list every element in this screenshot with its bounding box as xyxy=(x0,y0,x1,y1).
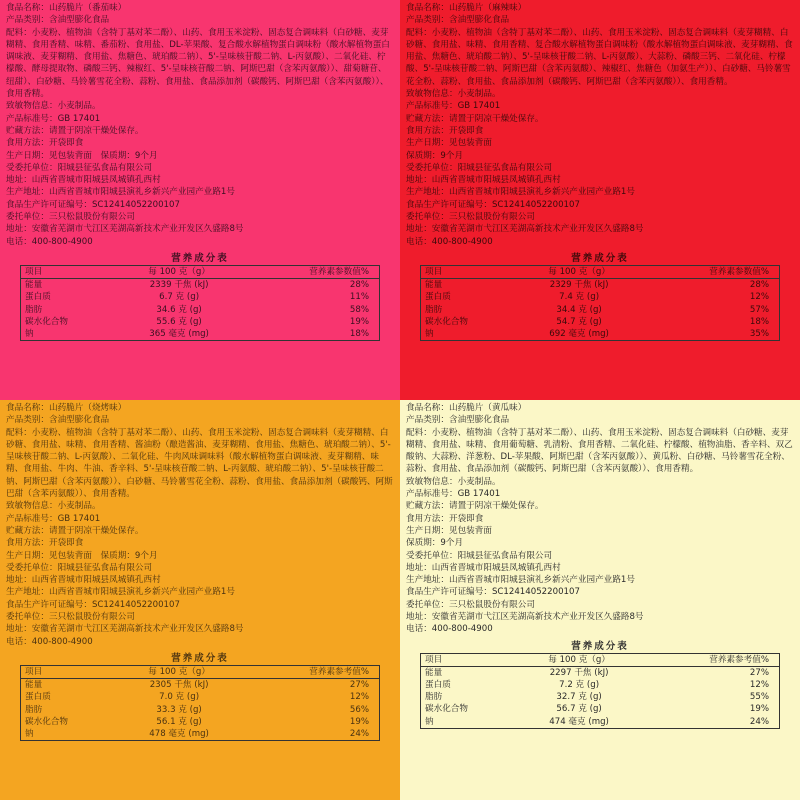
field-value: 山药脆片（麻辣味） xyxy=(448,3,527,13)
nutrition-cell: 54.7 克 (g) xyxy=(556,316,602,327)
label-row xyxy=(406,550,794,562)
nutrition-row xyxy=(421,679,780,691)
panel-tomato xyxy=(0,0,400,400)
field-label: 电话： xyxy=(6,236,32,247)
nutrition-header-cell: 营养素参考值% xyxy=(643,653,779,666)
field-value: 见包装背面 xyxy=(448,138,492,149)
label-text-block xyxy=(406,2,794,248)
nutrition-cell: 58% xyxy=(349,304,369,315)
label-row xyxy=(406,162,794,174)
field-label: 食用方法： xyxy=(406,125,449,136)
label-row xyxy=(406,623,794,635)
label-text-block xyxy=(406,402,794,636)
label-row xyxy=(406,186,794,198)
nutrition-row xyxy=(421,691,780,703)
nutrition-row xyxy=(21,691,380,703)
nutrition-cell: 2305 千焦 (kJ) xyxy=(149,680,209,691)
field-label: 受委托单位： xyxy=(406,162,458,173)
nutrition-header-cell: 每 100 克（g） xyxy=(115,665,243,678)
nutrition-cell: 蛋白质 xyxy=(425,680,451,691)
field-label: 地址： xyxy=(6,575,32,586)
field-value: 开袋即食 xyxy=(48,138,84,149)
field-label: 生产日期： xyxy=(6,550,49,561)
nutrition-cell: 碳水化合物 xyxy=(25,716,68,727)
nutrition-header-cell: 营养素参数值% xyxy=(643,265,779,278)
field-value: 安徽省芜湖市弋江区芜湖高新技术产业开发区久盛路8号 xyxy=(31,624,244,635)
label-row xyxy=(406,137,794,149)
nutrition-row xyxy=(21,328,380,341)
nutrition-cell: 56% xyxy=(349,704,369,715)
label-row xyxy=(6,137,394,149)
field-value: 请置于阴凉干燥处保存。 xyxy=(48,125,144,136)
field-label: 生产地址： xyxy=(406,187,449,198)
field-value: GB 17401 xyxy=(457,101,501,112)
field-value: GB 17401 xyxy=(57,113,101,124)
nutrition-cell: 2297 千焦 (kJ) xyxy=(549,667,609,678)
field-label: 产品标准号： xyxy=(406,101,458,112)
field-value: 请置于阴凉干燥处保存。 xyxy=(448,113,544,124)
label-row xyxy=(6,636,394,648)
field-value: 见包装背面 保质期：9个月 xyxy=(48,550,158,561)
field-value: 山西省晋城市阳城县演礼乡新兴产业园产业路1号 xyxy=(48,587,235,598)
nutrition-cell: 12% xyxy=(349,692,369,703)
nutrition-cell: 18% xyxy=(349,328,369,339)
nutrition-cell: 脂肪 xyxy=(25,704,43,715)
nutrition-cell: 能量 xyxy=(425,280,443,291)
nutrition-cell: 钠 xyxy=(425,716,434,727)
nutrition-header-row xyxy=(21,665,380,678)
field-value: 三只松鼠股份有限公司 xyxy=(448,212,535,223)
field-label: 产品类别： xyxy=(6,15,49,26)
nutrition-table xyxy=(420,653,780,729)
label-row xyxy=(406,513,794,525)
label-row xyxy=(6,550,394,562)
nutrition-table xyxy=(420,265,780,341)
field-label: 致敏物信息： xyxy=(406,476,458,487)
label-row xyxy=(406,100,794,112)
nutrition-cell: 碳水化合物 xyxy=(425,316,468,327)
field-label: 地址： xyxy=(6,224,32,235)
nutrition-cell: 蛋白质 xyxy=(25,292,51,303)
nutrition-cell: 56.7 克 (g) xyxy=(556,704,602,715)
field-value: 山药脆片（烧烤味） xyxy=(48,403,127,413)
field-value: 小麦粉、植物油（含特丁基对苯二酚）、山药、食用玉米淀粉、固态复合调味料（白砂糖、麦芽糊精、食用香精、味精、番茄粉、食用盐、DL-苹果酸、复合酸水解植物蛋白调味粉（酸水解植物蛋白调味液、麦芽糊精、食用盐、焦糖色、琥珀酸二钠）、5'-呈味核苷酸二钠、L-丙氨酸）、二氧化硅、柠檬酸、酵母提取物、磷酸三钙、辣椒红、5'-呈味核苷酸二钠、阿斯巴甜（含苯丙氨酸））、甜菊糖苷、纽甜）、白砂糖、马铃薯雪花全粉、蒜粉、食用盐、食品添加剂（碳酸钙、阿斯巴甜（含苯丙氨酸））、食用香精。 xyxy=(6,27,390,100)
field-label: 贮藏方法： xyxy=(6,525,49,536)
field-label: 地址： xyxy=(6,175,32,186)
field-value: 9个月 xyxy=(440,538,464,549)
nutrition-cell: 19% xyxy=(349,716,369,727)
label-row xyxy=(6,211,394,223)
field-value: 见包装背面 保质期：9个月 xyxy=(48,150,158,161)
nutrition-cell: 35% xyxy=(749,328,769,339)
field-value: 含油型膨化食品 xyxy=(48,415,110,426)
field-value: 小麦粉、植物油（含特丁基对苯二酚）、山药、食用玉米淀粉、固态复合调味料（麦芽糊精、白砂糖、食用盐、味精、食用香精、酱油粉（酿造酱油、麦芽糊精、食用盐、焦糖色、琥珀酸二钠）、5'-呈味核苷酸二钠、L-丙氨酸）、二氧化硅、牛肉风味调味料（酸水解植物蛋白调味液、麦芽糊精、味精、食用盐、牛肉、牛油、香辛料、5'-呈味核苷酸二钠、L-丙氨酸、琥珀酸二钠）、5'-呈味核苷酸二钠、阿斯巴甜（含苯丙氨酸））、白砂糖、马铃薯雪花全粉、蒜粉、食用盐、食品添加剂（碳酸钙、阿斯巴甜（含苯丙氨酸））、食用香精。 xyxy=(6,427,393,500)
label-row xyxy=(406,414,794,426)
field-value: GB 17401 xyxy=(57,513,101,524)
nutrition-row xyxy=(21,716,380,728)
field-value: 三只松鼠股份有限公司 xyxy=(48,612,135,623)
nutrition-title: 营养成分表 xyxy=(571,252,629,264)
field-label: 食品名称： xyxy=(6,403,49,413)
field-value: 安徽省芜湖市弋江区芜湖高新技术产业开发区久盛路8号 xyxy=(31,224,244,235)
field-label: 生产地址： xyxy=(6,587,49,598)
field-value: 山西省晋城市阳城县演礼乡新兴产业园产业路1号 xyxy=(448,187,635,198)
nutrition-cell: 7.2 克 (g) xyxy=(559,680,600,691)
nutrition-header-cell: 营养素参考值% xyxy=(243,665,379,678)
field-label: 食用方法： xyxy=(6,538,49,549)
nutrition-row xyxy=(421,291,780,303)
nutrition-cell: 能量 xyxy=(425,667,443,678)
field-value: 400-800-4900 xyxy=(31,236,93,247)
nutrition-cell: 蛋白质 xyxy=(425,292,451,303)
field-label: 配料： xyxy=(406,27,432,38)
nutrition-cell: 2339 千焦 (kJ) xyxy=(149,280,209,291)
nutrition-header-cell: 项目 xyxy=(21,265,116,278)
field-label: 食品名称： xyxy=(406,403,449,413)
nutrition-cell: 碳水化合物 xyxy=(25,316,68,327)
nutrition-cell: 能量 xyxy=(25,680,43,691)
label-row xyxy=(406,14,794,26)
label-row xyxy=(406,199,794,211)
field-label: 产品标准号： xyxy=(6,113,58,124)
label-row xyxy=(406,236,794,248)
field-value: 开袋即食 xyxy=(448,513,484,524)
field-label: 产品类别： xyxy=(406,15,449,26)
nutrition-row xyxy=(21,704,380,716)
nutrition-header-cell: 营养素参数值% xyxy=(243,265,379,278)
field-label: 电话： xyxy=(6,636,32,647)
label-row xyxy=(6,2,394,14)
nutrition-cell: 34.4 克 (g) xyxy=(556,304,602,315)
field-value: 山西省晋城市阳城县凤城镇孔西村 xyxy=(31,175,161,186)
label-row xyxy=(6,562,394,574)
nutrition-cell: 478 毫克 (mg) xyxy=(149,728,209,739)
label-row xyxy=(406,402,794,414)
nutrition-cell: 56.1 克 (g) xyxy=(156,716,202,727)
nutrition-row xyxy=(21,291,380,303)
nutrition-cell: 7.0 克 (g) xyxy=(159,692,200,703)
nutrition-row xyxy=(421,703,780,715)
label-row xyxy=(406,2,794,14)
field-value: SC12414052200107 xyxy=(491,587,580,598)
label-row xyxy=(6,500,394,512)
field-label: 产品标准号： xyxy=(6,513,58,524)
label-row xyxy=(6,525,394,537)
label-row xyxy=(6,513,394,525)
nutrition-header-cell: 项目 xyxy=(21,665,116,678)
field-value: 山西省晋城市阳城县演礼乡新兴产业园产业路1号 xyxy=(48,187,235,198)
field-label: 贮藏方法： xyxy=(406,501,449,512)
nutrition-table xyxy=(20,265,380,341)
label-row xyxy=(406,488,794,500)
label-row xyxy=(6,174,394,186)
label-row xyxy=(6,427,394,501)
nutrition-cell: 7.4 克 (g) xyxy=(559,292,600,303)
label-row xyxy=(6,586,394,598)
label-row xyxy=(406,223,794,235)
label-row xyxy=(406,174,794,186)
nutrition-title: 营养成分表 xyxy=(571,640,629,652)
field-value: 开袋即食 xyxy=(448,125,484,136)
field-value: 小麦制品。 xyxy=(457,89,501,100)
field-label: 委托单位： xyxy=(6,612,49,623)
field-value: 小麦制品。 xyxy=(57,501,101,512)
nutrition-cell: 能量 xyxy=(25,280,43,291)
label-row xyxy=(406,574,794,586)
label-row xyxy=(6,623,394,635)
field-label: 地址： xyxy=(406,562,432,573)
field-value: SC12414052200107 xyxy=(491,199,580,210)
field-label: 食品名称： xyxy=(406,3,449,13)
field-value: SC12414052200107 xyxy=(91,199,180,210)
label-row xyxy=(6,599,394,611)
label-row xyxy=(6,125,394,137)
field-label: 致敏物信息： xyxy=(406,89,458,100)
label-row xyxy=(406,211,794,223)
field-value: 三只松鼠股份有限公司 xyxy=(48,212,135,223)
nutrition-cell: 脂肪 xyxy=(425,304,443,315)
nutrition-row xyxy=(421,666,780,679)
nutrition-cell: 27% xyxy=(749,667,769,678)
nutrition-cell: 12% xyxy=(749,292,769,303)
nutrition-header-row xyxy=(21,265,380,278)
nutrition-header-cell: 每 100 克（g） xyxy=(515,653,643,666)
panel-cucumber xyxy=(400,400,800,800)
nutrition-cell: 19% xyxy=(749,704,769,715)
field-value: 含油型膨化食品 xyxy=(448,415,510,426)
label-row xyxy=(6,199,394,211)
field-value: 含油型膨化食品 xyxy=(448,15,510,26)
nutrition-cell: 34.6 克 (g) xyxy=(156,304,202,315)
field-value: 山药脆片（番茄味） xyxy=(48,3,127,13)
field-value: 山西省晋城市阳城县凤城镇孔西村 xyxy=(31,575,161,586)
nutrition-cell: 57% xyxy=(749,304,769,315)
nutrition-cell: 钠 xyxy=(25,328,34,339)
label-row xyxy=(406,125,794,137)
nutrition-cell: 碳水化合物 xyxy=(425,704,468,715)
field-value: 山西省晋城市阳城县凤城镇孔西村 xyxy=(431,175,561,186)
field-value: 安徽省芜湖市弋江区芜湖高新技术产业开发区久盛路8号 xyxy=(431,612,644,623)
nutrition-cell: 365 毫克 (mg) xyxy=(149,328,209,339)
label-row xyxy=(406,599,794,611)
label-row xyxy=(6,236,394,248)
nutrition-title: 营养成分表 xyxy=(171,652,229,664)
nutrition-cell: 28% xyxy=(349,280,369,291)
label-row xyxy=(406,476,794,488)
nutrition-cell: 脂肪 xyxy=(25,304,43,315)
label-row xyxy=(406,150,794,162)
field-label: 保质期： xyxy=(406,538,441,549)
field-label: 配料： xyxy=(6,427,32,438)
nutrition-row xyxy=(21,279,380,292)
nutrition-cell: 33.3 克 (g) xyxy=(156,704,202,715)
nutrition-row xyxy=(21,728,380,741)
field-label: 食品生产许可证编号： xyxy=(6,599,92,610)
field-label: 食用方法： xyxy=(6,138,49,149)
field-value: 山西省晋城市阳城县凤城镇孔西村 xyxy=(431,562,561,573)
panel-bbq xyxy=(0,400,400,800)
label-row xyxy=(6,100,394,112)
field-value: 阳城县征弘食品有限公司 xyxy=(57,162,153,173)
field-label: 电话： xyxy=(406,236,432,247)
nutrition-header-row xyxy=(421,265,780,278)
label-row xyxy=(6,611,394,623)
nutrition-row xyxy=(421,304,780,316)
label-row xyxy=(406,525,794,537)
field-label: 贮藏方法： xyxy=(6,125,49,136)
field-label: 生产日期： xyxy=(6,150,49,161)
field-value: 9个月 xyxy=(440,150,464,161)
field-label: 受委托单位： xyxy=(6,562,58,573)
field-value: 阳城县征弘食品有限公司 xyxy=(57,562,153,573)
nutrition-cell: 28% xyxy=(749,280,769,291)
nutrition-cell: 18% xyxy=(749,316,769,327)
field-label: 地址： xyxy=(406,224,432,235)
field-value: 山西省晋城市阳城县演礼乡新兴产业园产业路1号 xyxy=(448,575,635,586)
nutrition-cell: 32.7 克 (g) xyxy=(556,692,602,703)
field-label: 贮藏方法： xyxy=(406,113,449,124)
nutrition-cell: 12% xyxy=(749,680,769,691)
field-label: 生产地址： xyxy=(6,187,49,198)
label-row xyxy=(6,14,394,26)
nutrition-row xyxy=(21,304,380,316)
nutrition-row xyxy=(21,679,380,692)
label-row xyxy=(6,186,394,198)
nutrition-cell: 24% xyxy=(349,728,369,739)
label-row xyxy=(6,162,394,174)
label-row xyxy=(406,586,794,598)
nutrition-cell: 脂肪 xyxy=(425,692,443,703)
field-value: 阳城县征弘食品有限公司 xyxy=(457,162,553,173)
nutrition-cell: 11% xyxy=(349,292,369,303)
field-value: SC12414052200107 xyxy=(91,599,180,610)
nutrition-header-cell: 项目 xyxy=(421,653,516,666)
nutrition-cell: 692 毫克 (mg) xyxy=(549,328,609,339)
nutrition-row xyxy=(421,716,780,729)
field-value: 400-800-4900 xyxy=(431,624,493,635)
nutrition-cell: 6.7 克 (g) xyxy=(159,292,200,303)
field-label: 食品生产许可证编号： xyxy=(406,587,492,598)
label-row xyxy=(6,150,394,162)
nutrition-row xyxy=(21,316,380,328)
label-row xyxy=(406,88,794,100)
field-value: GB 17401 xyxy=(457,489,501,500)
nutrition-row xyxy=(421,279,780,292)
field-value: 小麦制品。 xyxy=(457,476,501,487)
nutrition-cell: 24% xyxy=(749,716,769,727)
field-label: 受委托单位： xyxy=(406,550,458,561)
label-row xyxy=(406,537,794,549)
field-label: 食用方法： xyxy=(406,513,449,524)
field-label: 委托单位： xyxy=(6,212,49,223)
field-label: 配料： xyxy=(6,27,32,38)
field-label: 地址： xyxy=(406,175,432,186)
nutrition-cell: 27% xyxy=(349,680,369,691)
field-label: 委托单位： xyxy=(406,599,449,610)
nutrition-cell: 55% xyxy=(749,692,769,703)
field-value: 小麦制品。 xyxy=(57,101,101,112)
field-value: 阳城县征弘食品有限公司 xyxy=(457,550,553,561)
field-label: 产品类别： xyxy=(6,415,49,426)
nutrition-table xyxy=(20,665,380,741)
label-row xyxy=(6,113,394,125)
field-label: 产品类别： xyxy=(406,415,449,426)
label-row xyxy=(6,414,394,426)
field-value: 小麦粉、植物油（含特丁基对苯二酚）、山药、食用玉米淀粉、固态复合调味料（麦芽糊精、白砂糖、食用盐、味精、食用香精、复合酸水解植物蛋白调味粉（酸水解植物蛋白调味液、麦芽糊精、食用盐、焦糖色、琥珀酸二钠）、5'-呈味核苷酸二钠、L-丙氨酸）、大蒜粉、磷酸三钙、二氧化硅、柠檬酸、5'-呈味核苷酸二钠、阿斯巴甜（含苯丙氨酸）、辣椒红、焦糖色（加氨生产））、白砂糖、马铃薯雪花全粉、蒜粉、食用盐、食品添加剂（碳酸钙、阿斯巴甜（含苯丙氨酸））、食用香精。 xyxy=(406,27,793,87)
nutrition-header-cell: 项目 xyxy=(421,265,516,278)
field-label: 致敏物信息： xyxy=(6,501,58,512)
field-label: 致敏物信息： xyxy=(6,101,58,112)
nutrition-cell: 钠 xyxy=(425,328,434,339)
field-label: 配料： xyxy=(406,427,432,438)
nutrition-cell: 55.6 克 (g) xyxy=(156,316,202,327)
label-row xyxy=(6,27,394,101)
label-row xyxy=(6,402,394,414)
field-label: 食品名称： xyxy=(6,3,49,13)
nutrition-title: 营养成分表 xyxy=(171,252,229,264)
nutrition-cell: 474 毫克 (mg) xyxy=(549,716,609,727)
field-label: 生产地址： xyxy=(406,575,449,586)
label-row xyxy=(6,223,394,235)
nutrition-row xyxy=(421,316,780,328)
field-label: 生产日期： xyxy=(406,525,449,536)
field-label: 产品标准号： xyxy=(406,489,458,500)
field-value: 400-800-4900 xyxy=(31,636,93,647)
field-label: 委托单位： xyxy=(406,212,449,223)
field-label: 生产日期： xyxy=(406,138,449,149)
nutrition-cell: 2329 千焦 (kJ) xyxy=(549,280,609,291)
nutrition-cell: 钠 xyxy=(25,728,34,739)
field-value: 见包装背面 xyxy=(448,525,492,536)
field-value: 请置于阴凉干燥处保存。 xyxy=(48,525,144,536)
label-row xyxy=(6,537,394,549)
field-value: 小麦粉、植物油（含特丁基对苯二酚）、山药、食用玉米淀粉、固态复合调味料（白砂糖、麦芽糊精、食用盐、味精、食用葡萄糖、乳清粉、食用香精、二氧化硅、柠檬酸、植物油脂、香辛料、双乙酸钠、大蒜粉、洋葱粉、DL-苹果酸、阿斯巴甜（含苯丙氨酸））、黄瓜粉、白砂糖、马铃薯雪花全粉、蒜粉、食用盐、食品添加剂（碳酸钙、阿斯巴甜（含苯丙氨酸））、食用香精。 xyxy=(406,427,793,475)
field-value: 开袋即食 xyxy=(48,538,84,549)
label-row xyxy=(406,113,794,125)
label-row xyxy=(406,611,794,623)
label-text-block xyxy=(6,2,394,248)
nutrition-header-cell: 每 100 克（g） xyxy=(115,265,243,278)
field-value: 400-800-4900 xyxy=(431,236,493,247)
field-value: 含油型膨化食品 xyxy=(48,15,110,26)
label-row xyxy=(406,427,794,476)
nutrition-cell: 19% xyxy=(349,316,369,327)
field-label: 电话： xyxy=(406,624,432,635)
label-row xyxy=(6,574,394,586)
nutrition-header-row xyxy=(421,653,780,666)
field-value: 请置于阴凉干燥处保存。 xyxy=(448,501,544,512)
nutrition-cell: 蛋白质 xyxy=(25,692,51,703)
label-row xyxy=(406,500,794,512)
panel-spicy xyxy=(400,0,800,400)
field-value: 山药脆片（黄瓜味） xyxy=(448,403,527,413)
field-value: 安徽省芜湖市弋江区芜湖高新技术产业开发区久盛路8号 xyxy=(431,224,644,235)
field-label: 地址： xyxy=(6,624,32,635)
nutrition-header-cell: 每 100 克（g） xyxy=(515,265,643,278)
field-label: 受委托单位： xyxy=(6,162,58,173)
field-label: 食品生产许可证编号： xyxy=(6,199,92,210)
label-row xyxy=(406,27,794,88)
field-label: 食品生产许可证编号： xyxy=(406,199,492,210)
field-value: 三只松鼠股份有限公司 xyxy=(448,599,535,610)
label-row xyxy=(406,562,794,574)
label-text-block xyxy=(6,402,394,648)
nutrition-row xyxy=(421,328,780,341)
field-label: 保质期： xyxy=(406,150,441,161)
field-label: 地址： xyxy=(406,612,432,623)
